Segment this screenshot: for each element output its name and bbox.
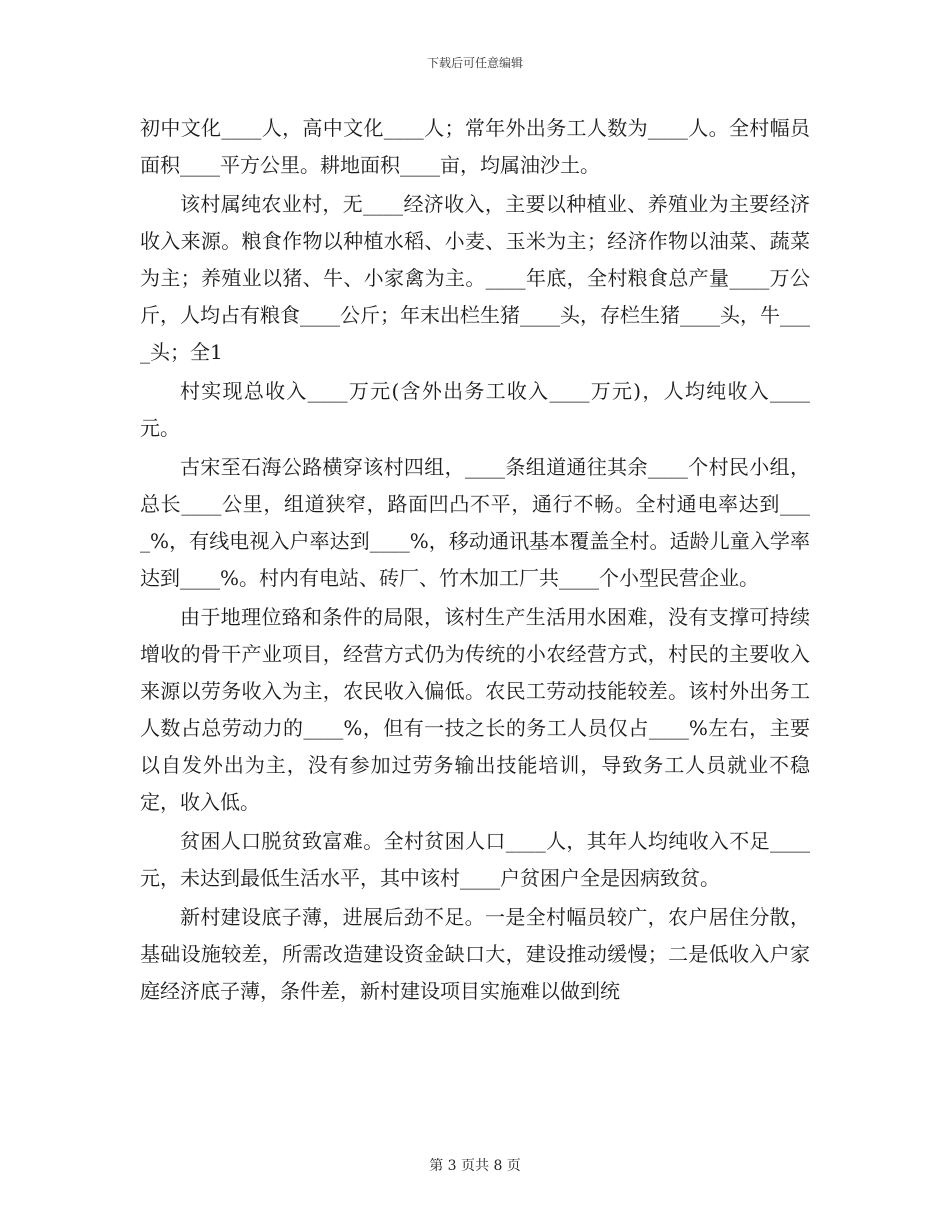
paragraph-1: 初中文化____人，高中文化____人；常年外出务工人数为____人。全村幅员面积____平方公里。耕地面积____亩，均属油沙土。 <box>140 116 810 177</box>
page-footer: 第 3 页共 8 页 <box>429 1158 521 1174</box>
paragraph-4: 古宋至石海公路横穿该村四组，____条组道通往其余____个村民小组，总长____公里，组道狭窄，路面凹凸不平，通行不畅。全村通电率达到____%，有线电视入户率达到____%，移动通讯基本覆盖全村。适龄儿童入学率达到____%。村内有电站、砖厂、竹木加工厂共____个小型民营企业。 <box>140 455 810 590</box>
paragraph-7: 新村建设底子薄，进展后劲不足。一是全村幅员较广，农户居住分散，基础设施较差，所需改造建设资金缺口大，建设推动缓慢；二是低收入户家庭经济底子薄，条件差，新村建设项目实施难以做到统 <box>140 905 810 1003</box>
document-body <box>140 110 810 1012</box>
paragraph-6: 贫困人口脱贫致富难。全村贫困人口____人，其年人均纯收入不足____元，未达到最低生活水平，其中该村____户贫困户全是因病致贫。 <box>140 829 810 890</box>
page-header: 下载后可任意编辑 <box>426 56 523 70</box>
paragraph-3: 村实现总收入____万元(含外出务工收入____万元)，人均纯收入____元。 <box>140 379 810 440</box>
paragraph-5: 由于地理位臵和条件的局限，该村生产生活用水困难，没有支撑可持续增收的骨干产业项目，经营方式仍为传统的小农经营方式，村民的主要收入来源以劳务收入为主，农民收入偏低。农民工劳动技能较差。该村外出务工人数占总劳动力的____%，但有一技之长的务工人员仅占____%左右，主要以自发外出为主，没有参加过劳务输出技能培训，导致务工人员就业不稳定，收入低。 <box>140 605 810 814</box>
paragraph-2: 该村属纯农业村，无____经济收入，主要以种植业、养殖业为主要经济收入来源。粮食作物以种植水稻、小麦、玉米为主；经济作物以油菜、蔬菜为主；养殖业以猪、牛、小家禽为主。____年底，全村粮食总产量____万公斤，人均占有粮食____公斤；年末出栏生猪____头，存栏生猪____头，牛____头；全1 <box>140 192 810 364</box>
